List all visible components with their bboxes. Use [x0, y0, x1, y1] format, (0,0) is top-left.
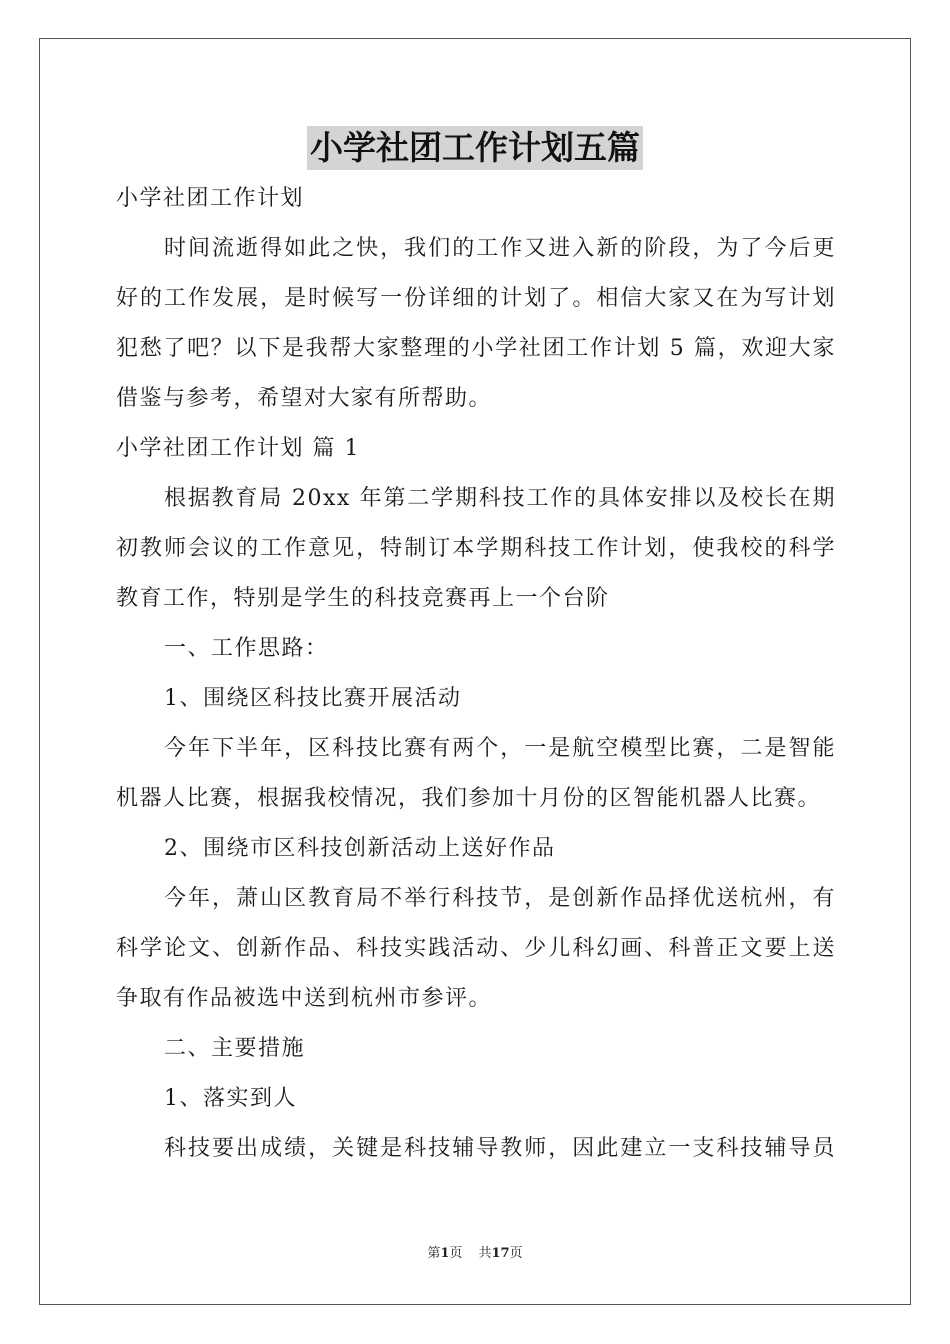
paragraph-line: 争取有作品被选中送到杭州市参评。 — [116, 986, 493, 1011]
paragraph-line: 时间流逝得如此之快，我们的工作又进入新的阶段，为了今后更 — [164, 236, 836, 261]
page-border — [39, 38, 911, 1305]
paragraph-line: 好的工作发展，是时候写一份详细的计划了。相信大家又在为写计划 — [116, 286, 836, 311]
subheading: 一、工作思路： — [164, 636, 329, 661]
paragraph-line: 今年下半年，区科技比赛有两个，一是航空模型比赛，二是智能 — [164, 736, 836, 761]
total-prefix: 共 — [478, 1246, 492, 1261]
paragraph-line: 机器人比赛，根据我校情况，我们参加十月份的区智能机器人比赛。 — [116, 786, 822, 811]
section-heading: 小学社团工作计划 — [116, 186, 305, 211]
section-heading: 小学社团工作计划 篇 1 — [116, 436, 360, 461]
document-title: 小学社团工作计划五篇 — [307, 126, 643, 170]
total-pages: 17 — [491, 1246, 510, 1261]
paragraph-line: 教育工作，特别是学生的科技竞赛再上一个台阶 — [116, 586, 610, 611]
paragraph-line: 今年，萧山区教育局不举行科技节，是创新作品择优送杭州，有 — [164, 886, 836, 911]
paragraph-line: 科技要出成绩，关键是科技辅导教师，因此建立一支科技辅导员 — [164, 1136, 836, 1161]
page-suffix: 页 — [449, 1246, 463, 1261]
page-prefix: 第 — [427, 1246, 441, 1261]
paragraph-line: 根据教育局 20xx 年第二学期科技工作的具体安排以及校长在期 — [164, 486, 836, 511]
paragraph-line: 科学论文、创新作品、科技实践活动、少儿科幻画、科普正文要上送 — [116, 936, 836, 961]
page-footer — [0, 1245, 950, 1263]
subheading: 1、落实到人 — [164, 1086, 297, 1111]
paragraph-line: 初教师会议的工作意见，特制订本学期科技工作计划，使我校的科学 — [116, 536, 836, 561]
page-number: 1 — [440, 1246, 450, 1261]
total-suffix: 页 — [509, 1246, 523, 1261]
subheading: 1、围绕区科技比赛开展活动 — [164, 686, 462, 711]
subheading: 二、主要措施 — [164, 1036, 306, 1061]
subheading: 2、围绕市区科技创新活动上送好作品 — [164, 836, 556, 861]
paragraph-line: 犯愁了吧？以下是我帮大家整理的小学社团工作计划 5 篇，欢迎大家 — [116, 336, 836, 361]
title-container — [0, 126, 950, 170]
paragraph-line: 借鉴与参考，希望对大家有所帮助。 — [116, 386, 493, 411]
